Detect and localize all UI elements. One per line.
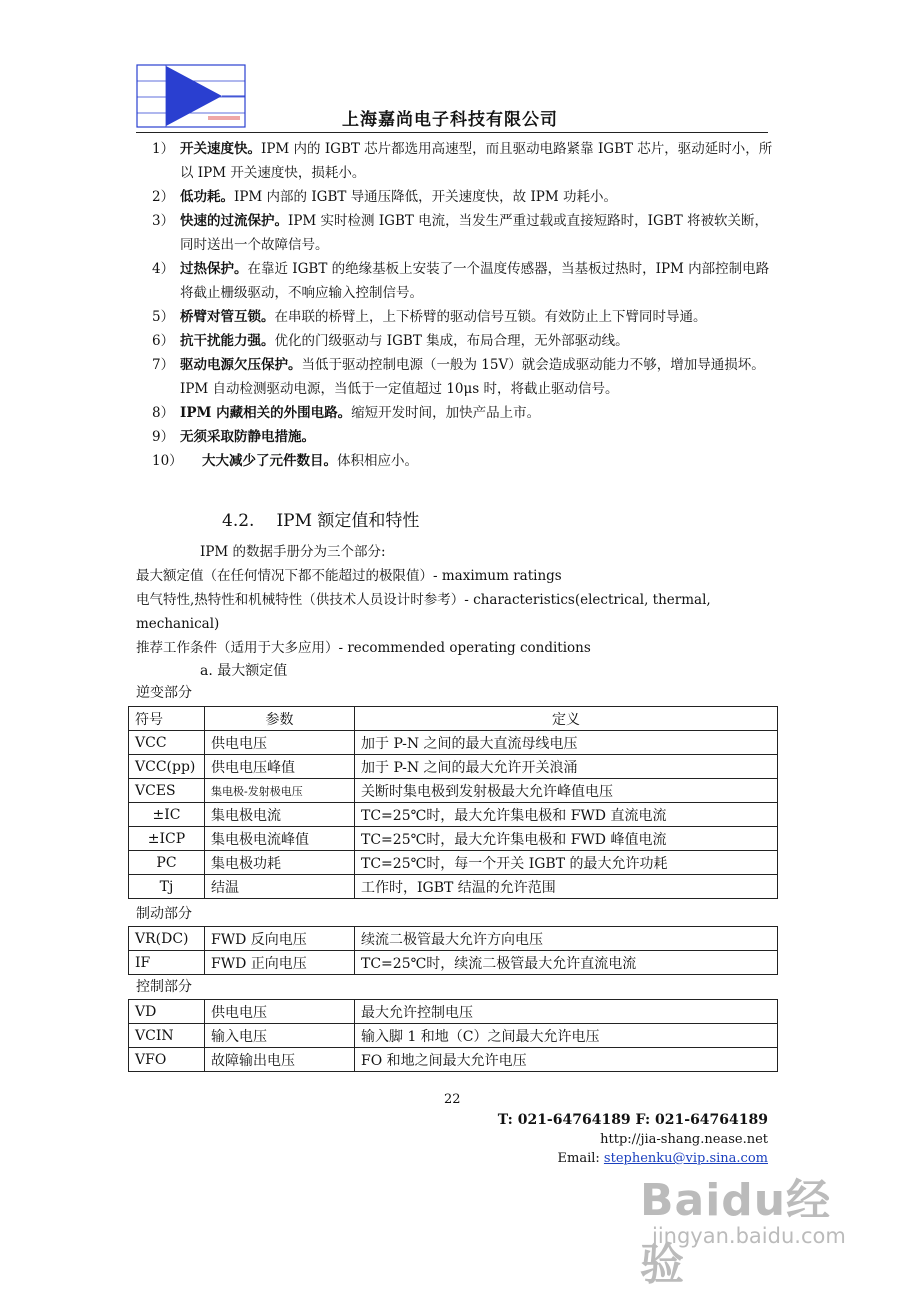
table-row [129,827,778,851]
parameter-cell: 供电电压峰值 [205,755,355,779]
inverter-label: 逆变部分 [136,685,192,701]
inverter-table [128,706,778,899]
table-row [129,731,778,755]
list-item [138,449,778,473]
list-item [138,329,778,353]
parameter-cell: 供电电压 [205,1000,355,1024]
parameter-cell: 集电极功耗 [205,851,355,875]
item-body: IPM 内的 IGBT 芯片都选用高速型，而且驱动电路紧靠 IGBT 芯片，驱动延时小，所以 IPM 开关速度快，损耗小。 [180,141,773,181]
table-row [129,1048,778,1072]
feature-list [138,137,778,473]
page-number: 22 [444,1092,461,1107]
definition-cell: 工作时，IGBT 结温的允许范围 [355,875,778,899]
table-row [129,927,778,951]
table-row [129,1000,778,1024]
item-number: 1） [152,141,175,157]
item-heading: 低功耗。 [180,189,234,205]
definition-cell: TC=25℃时，最大允许集电极和 FWD 峰值电流 [355,827,778,851]
symbol-cell: VCC [129,731,205,755]
email-label: Email: [557,1151,604,1166]
intro-paragraph: IPM 的数据手册分为三个部分: [200,544,386,560]
symbol-cell: IF [129,951,205,975]
item-number: 10） [152,453,183,469]
table-row [129,755,778,779]
list-item [138,425,778,449]
paragraph-operating-conditions: 推荐工作条件（适用于大多应用）- recommended operating conditions [136,640,591,656]
item-body: 在串联的桥臂上，上下桥臂的驱动信号互锁。有效防止上下臂同时导通。 [274,309,707,325]
symbol-cell: VD [129,1000,205,1024]
item-heading: 大大减少了元件数目。 [202,453,337,469]
table-row [129,875,778,899]
item-number: 8） [152,405,175,421]
parameter-cell: 故障输出电压 [205,1048,355,1072]
table-row [129,851,778,875]
list-item [138,305,778,329]
header-definition: 定义 [355,707,778,731]
header-rule [136,132,768,133]
definition-cell: TC=25℃时，每一个开关 IGBT 的最大允许功耗 [355,851,778,875]
item-heading: 驱动电源欠压保护。 [180,357,302,373]
website-link[interactable]: http://jia-shang.nease.net [600,1132,768,1147]
item-heading: 开关速度快。 [180,141,261,157]
symbol-cell: VFO [129,1048,205,1072]
definition-cell: FO 和地之间最大允许电压 [355,1048,778,1072]
table-header-row [129,707,778,731]
item-number: 4） [152,261,175,277]
watermark-site: jingyan.baidu.com [652,1224,846,1248]
item-number: 5） [152,309,175,325]
company-name: 上海嘉尚电子科技有限公司 [342,110,558,130]
section-number: 4.2. [222,511,255,531]
list-item [138,185,778,209]
header-parameter: 参数 [205,707,355,731]
brake-table [128,926,778,975]
parameter-cell: 集电极电流 [205,803,355,827]
definition-cell: 输入脚 1 和地（C）之间最大允许电压 [355,1024,778,1048]
item-heading: 桥臂对管互锁。 [180,309,275,325]
list-item [138,209,778,257]
item-body: 当低于驱动控制电源（一般为 15V）就会造成驱动能力不够，增加导通损坏。IPM 自动检测驱动电源，当低于一定值超过 10μs 时，将截止驱动信号。 [180,357,765,397]
parameter-cell: FWD 正向电压 [205,951,355,975]
item-body: 体积相应小。 [337,453,418,469]
table-row [129,779,778,803]
section-title: IPM 额定值和特性 [276,511,420,531]
definition-cell: 关断时集电极到发射极最大允许峰值电压 [355,779,778,803]
parameter-cell: FWD 反向电压 [205,927,355,951]
item-number: 2） [152,189,175,205]
control-table [128,999,778,1072]
parameter-cell: 结温 [205,875,355,899]
control-label: 控制部分 [136,979,192,995]
brake-label: 制动部分 [136,906,192,922]
parameter-cell: 集电极电流峰值 [205,827,355,851]
definition-cell: TC=25℃时，最大允许集电极和 FWD 直流电流 [355,803,778,827]
parameter-cell: 集电极-发射极电压 [205,779,355,803]
item-body: 缩短开发时间，加快产品上市。 [351,405,541,421]
company-logo [136,64,246,128]
symbol-cell: ±ICP [129,827,205,851]
item-heading: 过热保护。 [180,261,248,277]
paragraph-characteristics: 电气特性,热特性和机械特性（供技术人员设计时参考）- characteristics(electrical, thermal, mechanical) [136,592,711,632]
symbol-cell: VCIN [129,1024,205,1048]
subheading-max-ratings: a. 最大额定值 [200,663,288,679]
item-heading: IPM 内藏相关的外围电路。 [180,405,352,421]
parameter-cell: 供电电压 [205,731,355,755]
item-body: 优化的门级驱动与 IGBT 集成，布局合理，无外部驱动线。 [274,333,629,349]
definition-cell: TC=25℃时，续流二极管最大允许直流电流 [355,951,778,975]
list-item [138,137,778,185]
symbol-cell: VCC(pp) [129,755,205,779]
parameter-cell: 输入电压 [205,1024,355,1048]
table-row [129,803,778,827]
item-number: 9） [152,429,175,445]
item-number: 7） [152,357,175,373]
definition-cell: 续流二极管最大允许方向电压 [355,927,778,951]
list-item [138,353,778,401]
symbol-cell: PC [129,851,205,875]
definition-cell: 加于 P-N 之间的最大允许开关浪涌 [355,755,778,779]
list-item [138,257,778,305]
list-item [138,401,778,425]
table-row [129,951,778,975]
symbol-cell: VCES [129,779,205,803]
item-heading: 抗干扰能力强。 [180,333,275,349]
watermark-brand: Baidu经验 [640,1175,832,1290]
item-body: IPM 内部的 IGBT 导通压降低，开关速度快，故 IPM 功耗小。 [234,189,617,205]
email-link[interactable]: stephenku@vip.sina.com [603,1151,768,1166]
header-symbol: 符号 [129,707,205,731]
item-body: IPM 实时检测 IGBT 电流，当发生严重过载或直接短路时，IGBT 将被软关断，同时送出一个故障信号。 [180,213,768,253]
item-body: 在靠近 IGBT 的绝缘基板上安装了一个温度传感器，当基板过热时，IPM 内部控制电路将截止栅级驱动，不响应输入控制信号。 [180,261,770,301]
item-number: 3） [152,213,175,229]
item-number: 6） [152,333,175,349]
table-row [129,1024,778,1048]
symbol-cell: ±IC [129,803,205,827]
symbol-cell: VR(DC) [129,927,205,951]
definition-cell: 加于 P-N 之间的最大直流母线电压 [355,731,778,755]
section-heading [222,506,419,531]
symbol-cell: Tj [129,875,205,899]
baidu-watermark [640,1160,846,1290]
definition-cell: 最大允许控制电压 [355,1000,778,1024]
phone-fax: T: 021-64764189 F: 021-64764189 [497,1112,768,1128]
item-heading: 快速的过流保护。 [180,213,288,229]
paragraph-max-ratings: 最大额定值（在任何情况下都不能超过的极限值）- maximum ratings [136,568,562,584]
item-heading: 无须采取防静电措施。 [180,429,315,445]
